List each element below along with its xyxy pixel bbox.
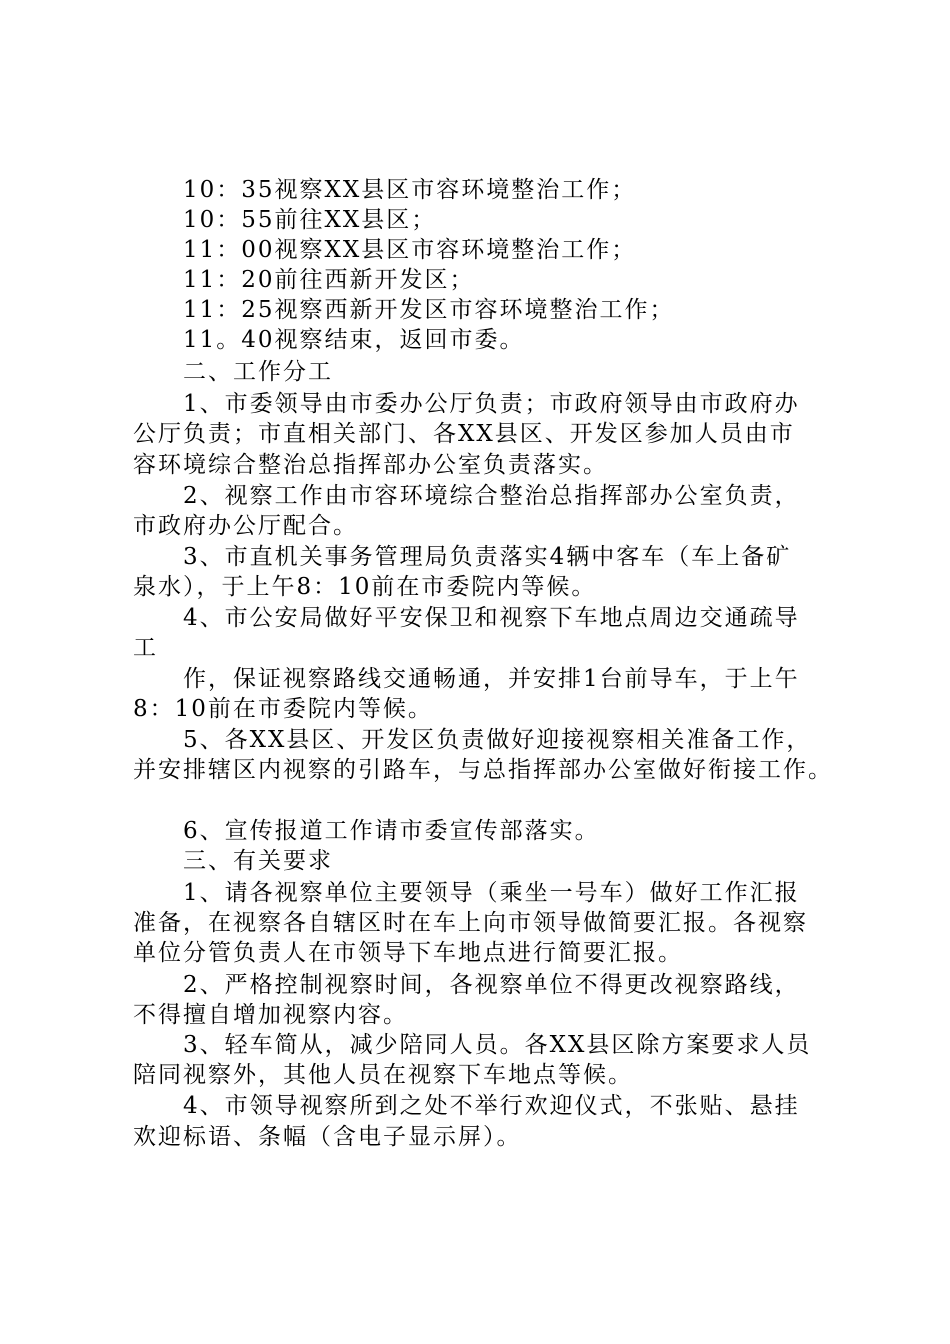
section-heading-work-division: 二、工作分工: [183, 359, 333, 385]
paragraph-line: 3、轻车简从，减少陪同人员。各XX县区除方案要求人员: [183, 1032, 812, 1058]
paragraph-line: 并安排辖区内视察的引路车，与总指挥部办公室做好衔接工作。: [133, 757, 833, 783]
paragraph-line: 8：10前在市委院内等候。: [133, 696, 433, 722]
paragraph-line: 作，保证视察路线交通畅通，并安排1台前导车，于上午: [183, 666, 800, 692]
section-heading-requirements: 三、有关要求: [183, 848, 333, 874]
schedule-line-1100: 11：00视察XX县区市容环境整治工作；: [183, 237, 637, 263]
paragraph-line: 工: [133, 635, 158, 661]
paragraph-line: 公厅负责；市直相关部门、各XX县区、开发区参加人员由市: [133, 421, 795, 447]
paragraph-line: 4、市领导视察所到之处不举行欢迎仪式，不张贴、悬挂: [183, 1093, 800, 1119]
paragraph-line: 不得擅自增加视察内容。: [133, 1002, 408, 1028]
paragraph-line: 2、严格控制视察时间，各视察单位不得更改视察路线，: [183, 972, 800, 998]
schedule-line-1035: 10：35视察XX县区市容环境整治工作；: [183, 177, 637, 203]
schedule-line-1055: 10：55前往XX县区；: [183, 207, 437, 233]
paragraph-line: 市政府办公厅配合。: [133, 513, 358, 539]
schedule-line-1120: 11：20前往西新开发区；: [183, 267, 475, 293]
paragraph-line: 泉水），于上午8：10前在市委院内等候。: [133, 574, 597, 600]
paragraph-line: 1、请各视察单位主要领导（乘坐一号车）做好工作汇报: [183, 880, 800, 906]
paragraph-line: 3、市直机关事务管理局负责落实4辆中客车（车上备矿: [183, 544, 792, 570]
schedule-line-1140: 11。40视察结束，返回市委。: [183, 327, 525, 353]
paragraph-line: 容环境综合整治总指挥部办公室负责落实。: [133, 452, 608, 478]
paragraph-line: 欢迎标语、条幅（含电子显示屏）。: [133, 1124, 522, 1150]
paragraph-line: 单位分管负责人在市领导下车地点进行简要汇报。: [133, 940, 683, 966]
paragraph-line: 陪同视察外，其他人员在视察下车地点等候。: [133, 1062, 633, 1088]
paragraph-line: 6、宣传报道工作请市委宣传部落实。: [183, 818, 600, 844]
paragraph-line: 4、市公安局做好平安保卫和视察下车地点周边交通疏导: [183, 605, 800, 631]
paragraph-line: 1、市委领导由市委办公厅负责；市政府领导由市政府办: [183, 391, 800, 417]
paragraph-line: 准备，在视察各自辖区时在车上向市领导做简要汇报。各视察: [133, 910, 808, 936]
paragraph-line: 5、各XX县区、开发区负责做好迎接视察相关准备工作，: [183, 727, 812, 753]
schedule-line-1125: 11：25视察西新开发区市容环境整治工作；: [183, 297, 675, 323]
paragraph-line: 2、视察工作由市容环境综合整治总指挥部办公室负责，: [183, 483, 800, 509]
